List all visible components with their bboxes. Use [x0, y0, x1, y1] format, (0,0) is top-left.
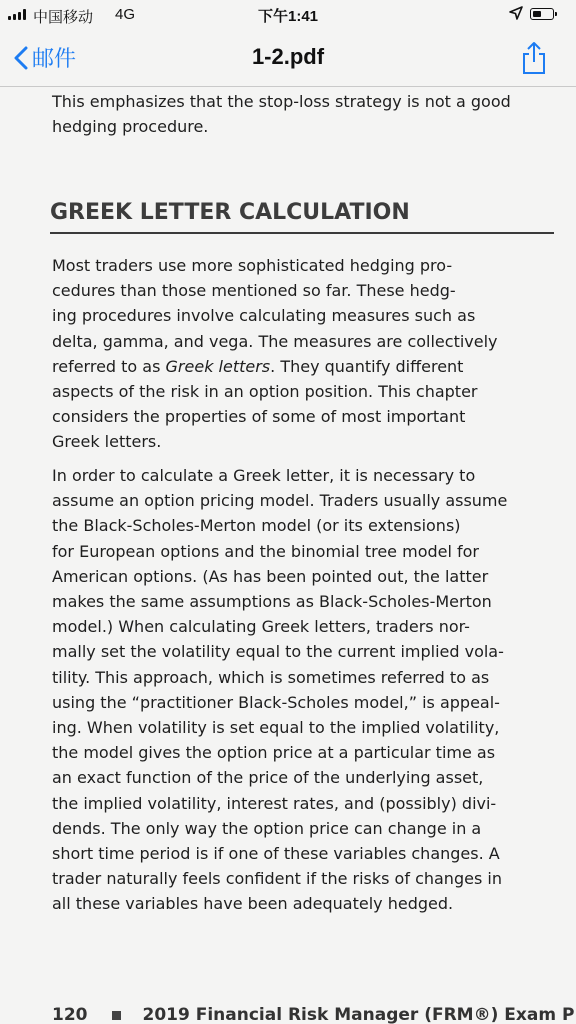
- back-button-label: 邮件: [32, 46, 77, 71]
- carrier-name: 中国移动: [33, 9, 94, 26]
- back-button[interactable]: [14, 42, 76, 73]
- document-title: 1-2.pdf: [251, 44, 325, 69]
- text-line: In order to calculate a Greek letter, it is necessary to: [52, 466, 476, 485]
- text-line: makes the same assumptions as Black-Scholes-Merton: [52, 592, 492, 612]
- text-line: assume an option pricing model. Traders usually assume: [52, 491, 508, 511]
- status-time: 下午1:41: [257, 8, 319, 25]
- text-line: trader naturally feels confident if the risks of changes in: [52, 869, 502, 889]
- paragraph-1: [52, 253, 498, 455]
- text-line: delta, gamma, and vega. The measures are collectively: [52, 331, 498, 351]
- text-line: Greek letters.: [52, 432, 162, 452]
- text-line: short time period is if one of these variables changes. A: [52, 844, 500, 864]
- intro-paragraph: [52, 89, 511, 139]
- battery-icon: [530, 8, 554, 20]
- status-bar: [0, 0, 576, 30]
- footer-square-icon: [112, 1011, 121, 1020]
- text-line: using the “practitioner Black-Scholes model,” is appeal-: [52, 692, 500, 712]
- navigation-bar: [0, 30, 576, 88]
- text-line: mally set the volatility equal to the current implied vola-: [52, 642, 504, 662]
- footer-text: 2019 Financial Risk Manager (FRM®) Exam P: [142, 1005, 575, 1024]
- text-line: dends. The only way the option price can change in a: [52, 818, 482, 838]
- share-button[interactable]: [516, 40, 552, 76]
- text-line: tility. This approach, which is sometimes referred to as: [52, 667, 490, 687]
- text-line: cedures than those mentioned so far. These hedg-: [52, 281, 456, 301]
- text-line: an exact function of the price of the underlying asset,: [52, 768, 484, 788]
- text-line: ing procedures involve calculating measures such as: [52, 306, 476, 326]
- text-segment: . They quantify different: [270, 356, 464, 376]
- paragraph-2: [52, 463, 507, 917]
- network-type: 4G: [115, 6, 136, 23]
- text-line: model.) When calculating Greek letters, traders nor-: [52, 617, 470, 637]
- location-arrow-icon: [509, 6, 523, 23]
- text-segment: referred to as: [52, 356, 166, 376]
- italic-term: Greek letters: [165, 356, 271, 376]
- pdf-page[interactable]: [0, 87, 576, 1024]
- text-line: all these variables have been adequately hedged.: [52, 894, 454, 914]
- text-line: Most traders use more sophisticated hedging pro-: [52, 256, 453, 275]
- heading-rule: [50, 232, 554, 234]
- page-footer: [52, 1005, 574, 1024]
- chevron-left-icon: [14, 46, 28, 70]
- section-heading: GREEK LETTER CALCULATION: [50, 200, 410, 225]
- text-line: [52, 354, 498, 379]
- text-line: considers the properties of some of most important: [52, 407, 466, 427]
- page-number: 120: [52, 1005, 88, 1024]
- text-line: the model gives the option price at a particular time as: [52, 743, 496, 763]
- text-line: the implied volatility, interest rates, and (possibly) divi-: [52, 793, 497, 813]
- text-line: hedging procedure.: [52, 117, 209, 137]
- share-icon: [516, 40, 552, 76]
- text-line: ing. When volatility is set equal to the implied volatility,: [52, 718, 500, 738]
- text-line: This emphasizes that the stop-loss strategy is not a good: [52, 92, 511, 111]
- text-line: American options. (As has been pointed out, the latter: [52, 566, 489, 586]
- text-line: for European options and the binomial tree model for: [52, 541, 480, 561]
- text-line: the Black-Scholes-Merton model (or its extensions): [52, 516, 461, 536]
- text-line: aspects of the risk in an option position. This chapter: [52, 382, 478, 402]
